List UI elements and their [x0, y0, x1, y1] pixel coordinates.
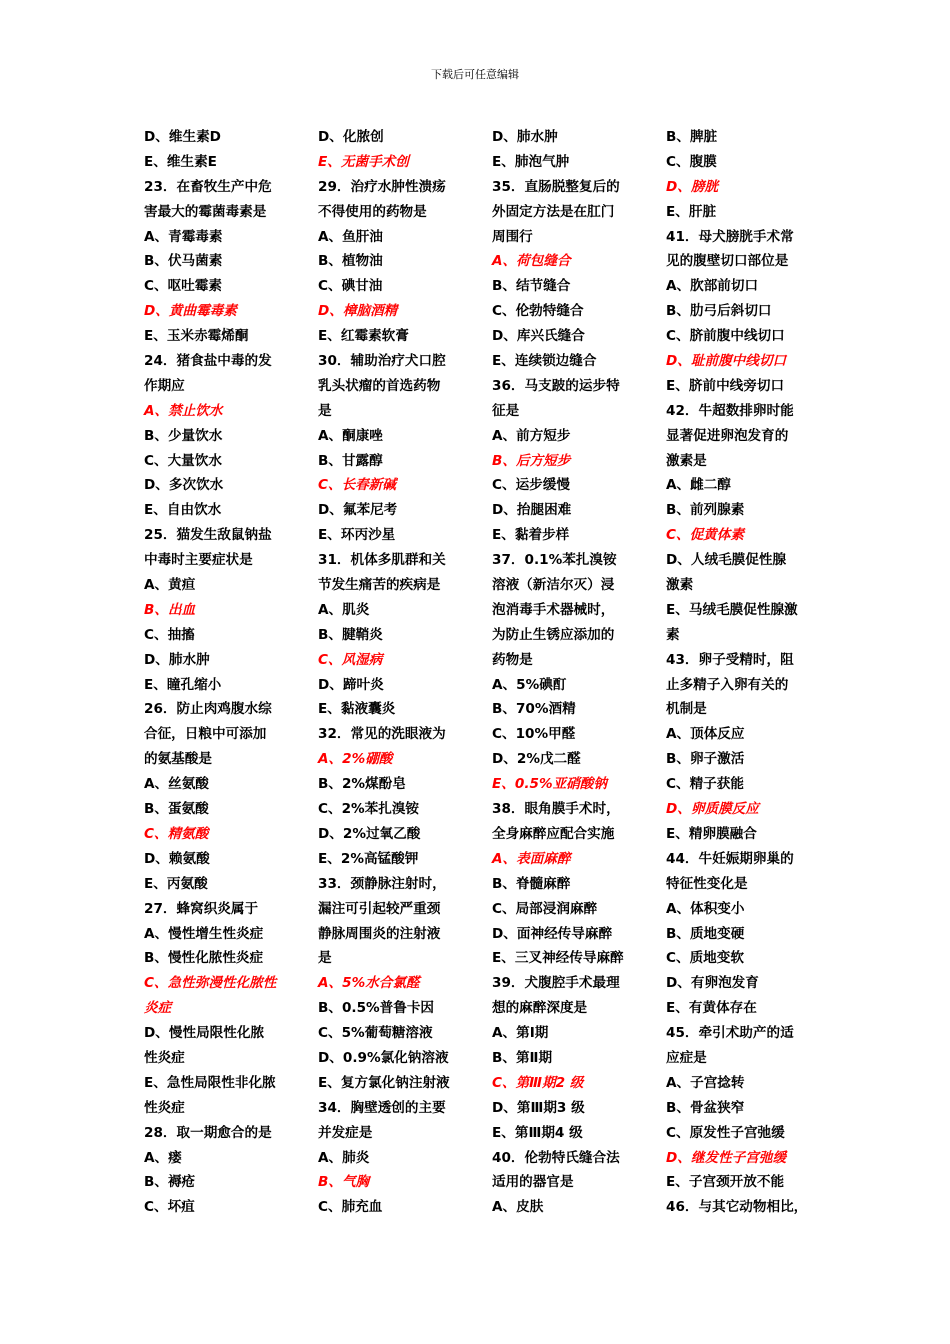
answer-line: D、膀胱: [666, 178, 719, 195]
text-line: 29．治疗水肿性溃疡: [318, 178, 446, 195]
text-line: B、植物油: [318, 253, 383, 270]
text-line: 41．母犬膀胱手术常: [666, 228, 794, 245]
text-line: C、腹膜: [666, 153, 717, 170]
text-line: B、褥疮: [144, 1174, 196, 1191]
text-line: 26．防止肉鸡腹水综: [144, 701, 272, 718]
answer-line: C、急性弥漫性化脓性: [144, 975, 277, 992]
text-line: D、慢性局限性化脓: [144, 1025, 265, 1042]
column-3: [492, 125, 642, 1220]
text-line: D、赖氨酸: [144, 850, 210, 867]
answer-line: A、5%水合氯醛: [318, 975, 420, 992]
text-line: 38．眼角膜手术时，: [492, 801, 620, 818]
text-line: 药物是: [492, 651, 533, 668]
text-line: B、0.5%普鲁卡因: [318, 1000, 435, 1017]
text-line: 静脉周围炎的注射液: [318, 925, 441, 942]
text-line: 27．蜂窝织炎属于: [144, 900, 259, 917]
text-line: 中毒时主要症状是: [144, 552, 253, 569]
text-line: E、马绒毛膜促性腺激: [666, 601, 798, 618]
answer-line: C、风湿病: [318, 651, 383, 668]
text-line: 性炎症: [144, 1099, 185, 1116]
text-line: 激素是: [666, 452, 707, 469]
text-line: C、局部浸润麻醉: [492, 900, 598, 917]
text-line: C、10%甲醛: [492, 726, 576, 743]
answer-line: E、无菌手术创: [318, 153, 409, 170]
text-line: 是: [318, 402, 332, 419]
answer-line: B、后方短步: [492, 452, 571, 469]
text-line: E、脐前中线旁切口: [666, 377, 785, 394]
text-line: 泡消毒手术器械时，: [492, 601, 615, 618]
text-line: 34．胸壁透创的主要: [318, 1099, 446, 1116]
text-line: E、急性局限性非化脓: [144, 1074, 276, 1091]
text-line: E、第Ⅲ期4 级: [492, 1124, 583, 1141]
text-line: E、精卵膜融合: [666, 825, 757, 842]
text-line: B、少量饮水: [144, 427, 223, 444]
text-line: 作期应: [144, 377, 185, 394]
text-line: B、前列腺素: [666, 502, 745, 519]
text-line: C、精子获能: [666, 776, 744, 793]
text-line: A、瘘: [144, 1149, 182, 1166]
text-line: A、顶体反应: [666, 726, 745, 743]
page-header: 下载后可任意编辑: [431, 68, 519, 81]
text-line: B、卵子激活: [666, 751, 745, 768]
text-line: D、抬腿困难: [492, 502, 572, 519]
text-line: D、肺水肿: [144, 651, 210, 668]
text-line: C、坏疽: [144, 1199, 195, 1216]
text-line: B、2%煤酚皂: [318, 776, 406, 793]
text-line: E、自由饮水: [144, 502, 222, 519]
text-line: D、第Ⅲ期3 级: [492, 1099, 585, 1116]
text-line: A、鱼肝油: [318, 228, 383, 245]
text-line: D、面神经传导麻醉: [492, 925, 613, 942]
text-line: A、子宫捻转: [666, 1074, 745, 1091]
text-line: 素: [666, 626, 680, 643]
text-line: D、有卵泡发育: [666, 975, 759, 992]
text-line: A、肺炎: [318, 1149, 370, 1166]
text-line: C、伦勃特缝合: [492, 303, 584, 320]
text-line: D、库兴氏缝合: [492, 328, 585, 345]
text-line: E、肝脏: [666, 203, 717, 220]
text-line: 应症是: [666, 1049, 707, 1066]
text-line: 39．犬腹腔手术最理: [492, 975, 620, 992]
text-line: C、呕吐霉素: [144, 278, 222, 295]
answer-line: C、第Ⅲ期2 级: [492, 1074, 584, 1091]
text-line: D、2%戊二醛: [492, 751, 581, 768]
text-line: D、人绒毛膜促性腺: [666, 552, 787, 569]
answer-line: D、继发性子宫弛缓: [666, 1149, 787, 1166]
text-line: A、肷部前切口: [666, 278, 759, 295]
text-line: 37．0.1%苯扎溴铵: [492, 552, 617, 569]
text-line: E、玉米赤霉烯酮: [144, 328, 249, 345]
text-line: D、化脓创: [318, 129, 384, 145]
text-line: 见的腹壁切口部位是: [666, 253, 789, 270]
answer-line: D、耻前腹中线切口: [666, 353, 787, 370]
text-line: 节发生痛苦的疾病是: [318, 577, 441, 594]
text-line: 全身麻醉应配合实施: [492, 825, 615, 842]
text-line: C、肺充血: [318, 1199, 383, 1216]
answer-line: 炎症: [144, 1000, 172, 1017]
text-line: 35．直肠脱整复后的: [492, 178, 620, 195]
text-line: 漏注可引起较严重颈: [318, 900, 441, 917]
answer-line: C、长春新碱: [318, 477, 396, 494]
text-line: E、丙氨酸: [144, 875, 208, 892]
text-line: D、氟苯尼考: [318, 502, 398, 519]
text-line: C、质地变软: [666, 950, 744, 967]
text-line: B、肋弓后斜切口: [666, 303, 772, 320]
text-line: C、大量饮水: [144, 452, 222, 469]
text-line: B、骨盆狭窄: [666, 1099, 745, 1116]
text-line: E、复方氯化钠注射液: [318, 1074, 450, 1091]
text-line: 24．猪食盐中毒的发: [144, 353, 272, 370]
text-line: A、雌二醇: [666, 477, 731, 494]
text-line: A、5%碘酊: [492, 676, 567, 693]
text-line: 28．取一期愈合的是: [144, 1124, 272, 1141]
text-line: 25．猫发生敌鼠钠盐: [144, 527, 272, 544]
answer-line: E、0.5%亚硝酸钠: [492, 776, 607, 793]
column-1: [144, 125, 294, 1220]
column-4: [666, 125, 816, 1220]
text-line: E、瞳孔缩小: [144, 676, 222, 693]
answer-line: D、黄曲霉毒素: [144, 303, 237, 320]
text-line: 36．马支跛的运步特: [492, 377, 620, 394]
text-line: E、2%高锰酸钾: [318, 850, 419, 867]
text-line: B、脾脏: [666, 129, 718, 145]
text-line: 45．牵引术助产的适: [666, 1025, 794, 1042]
text-line: 止多精子入卵有关的: [666, 676, 789, 693]
text-line: E、环丙沙星: [318, 527, 396, 544]
text-line: E、连续锁边缝合: [492, 353, 597, 370]
text-line: A、黄疸: [144, 577, 196, 594]
text-line: 害最大的霉菌毒素是: [144, 203, 267, 220]
text-line: 32．常见的洗眼液为: [318, 726, 446, 743]
text-line: C、脐前腹中线切口: [666, 328, 785, 345]
text-line: B、结节缝合: [492, 278, 571, 295]
text-line: B、质地变硬: [666, 925, 745, 942]
text-line: 特征性变化是: [666, 875, 748, 892]
text-line: C、2%苯扎溴铵: [318, 801, 420, 818]
text-line: 性炎症: [144, 1049, 185, 1066]
text-line: 并发症是: [318, 1124, 373, 1141]
text-line: E、有黄体存在: [666, 1000, 757, 1017]
text-line: 征是: [492, 402, 520, 419]
text-line: 想的麻醉深度是: [492, 1000, 588, 1017]
text-line: C、碘甘油: [318, 278, 383, 295]
text-line: E、维生素E: [144, 153, 217, 170]
text-line: B、腱鞘炎: [318, 626, 383, 643]
text-line: 30．辅助治疗犬口腔: [318, 353, 446, 370]
text-line: 44．牛妊娠期卵巢的: [666, 850, 794, 867]
text-line: 机制是: [666, 701, 707, 718]
text-line: A、第Ⅰ期: [492, 1025, 549, 1042]
text-line: 显著促进卵泡发育的: [666, 427, 789, 444]
text-line: 激素: [666, 577, 694, 594]
text-line: E、红霉素软膏: [318, 328, 409, 345]
text-line: 33．颈静脉注射时，: [318, 875, 446, 892]
text-line: 乳头状瘤的首选药物: [318, 377, 441, 394]
text-line: B、伏马菌素: [144, 253, 223, 270]
text-line: B、脊髓麻醉: [492, 875, 571, 892]
text-line: C、5%葡萄糖溶液: [318, 1025, 433, 1042]
text-line: E、肺泡气肿: [492, 153, 570, 170]
text-line: A、前方短步: [492, 427, 571, 444]
text-line: D、蹄叶炎: [318, 676, 384, 693]
text-line: E、子宫颈开放不能: [666, 1174, 785, 1191]
text-line: E、黏着步样: [492, 527, 570, 544]
text-line: 是: [318, 950, 332, 967]
text-line: E、三叉神经传导麻醉: [492, 950, 624, 967]
text-line: A、慢性增生性炎症: [144, 925, 264, 942]
text-line: D、0.9%氯化钠溶液: [318, 1049, 449, 1066]
text-line: B、蛋氨酸: [144, 801, 209, 818]
answer-line: C、促黄体素: [666, 527, 744, 544]
text-line: 46．与其它动物相比，: [666, 1199, 808, 1216]
text-line: B、70%酒精: [492, 701, 576, 718]
answer-line: A、禁止饮水: [144, 402, 223, 419]
text-line: A、丝氨酸: [144, 776, 209, 793]
text-line: C、原发性子宫弛缓: [666, 1124, 785, 1141]
text-line: A、肌炎: [318, 601, 370, 618]
text-line: D、维生素D: [144, 129, 221, 145]
column-2: [318, 125, 468, 1220]
text-line: B、慢性化脓性炎症: [144, 950, 264, 967]
text-line: 的氨基酸是: [144, 751, 212, 768]
text-line: D、肺水肿: [492, 129, 558, 145]
text-line: 为防止生锈应添加的: [492, 626, 615, 643]
text-line: 不得使用的药物是: [318, 203, 427, 220]
text-line: C、运步缓慢: [492, 477, 570, 494]
text-line: D、多次饮水: [144, 477, 224, 494]
text-line: A、青霉毒素: [144, 228, 223, 245]
answer-line: D、卵质膜反应: [666, 801, 759, 818]
text-line: 外固定方法是在肛门: [492, 203, 615, 220]
text-line: A、皮肤: [492, 1199, 544, 1216]
text-line: 42．牛超数排卵时能: [666, 402, 794, 419]
answer-line: C、精氨酸: [144, 825, 209, 842]
text-line: 40．伦勃特氏缝合法: [492, 1149, 620, 1166]
text-line: B、第Ⅱ期: [492, 1049, 553, 1066]
answer-line: D、樟脑酒精: [318, 303, 398, 320]
text-line: 43．卵子受精时，阻: [666, 651, 794, 668]
text-line: 溶液（新洁尔灭）浸: [492, 577, 615, 594]
text-line: 合征，日粮中可添加: [144, 726, 267, 743]
text-line: 适用的器官是: [492, 1174, 574, 1191]
text-line: A、体积变小: [666, 900, 745, 917]
text-line: A、酮康唑: [318, 427, 383, 444]
answer-line: A、2%硼酸: [318, 751, 393, 768]
text-line: 23．在畜牧生产中危: [144, 178, 272, 195]
answer-line: B、气胸: [318, 1174, 370, 1191]
answer-line: A、表面麻醉: [492, 850, 571, 867]
text-line: D、2%过氧乙酸: [318, 825, 421, 842]
answer-line: B、出血: [144, 601, 196, 618]
text-line: B、甘露醇: [318, 452, 383, 469]
answer-line: A、荷包缝合: [492, 253, 571, 270]
text-line: C、抽搐: [144, 626, 195, 643]
text-line: E、黏液囊炎: [318, 701, 396, 718]
text-line: 31．机体多肌群和关: [318, 552, 446, 569]
text-line: 周围行: [492, 228, 533, 245]
